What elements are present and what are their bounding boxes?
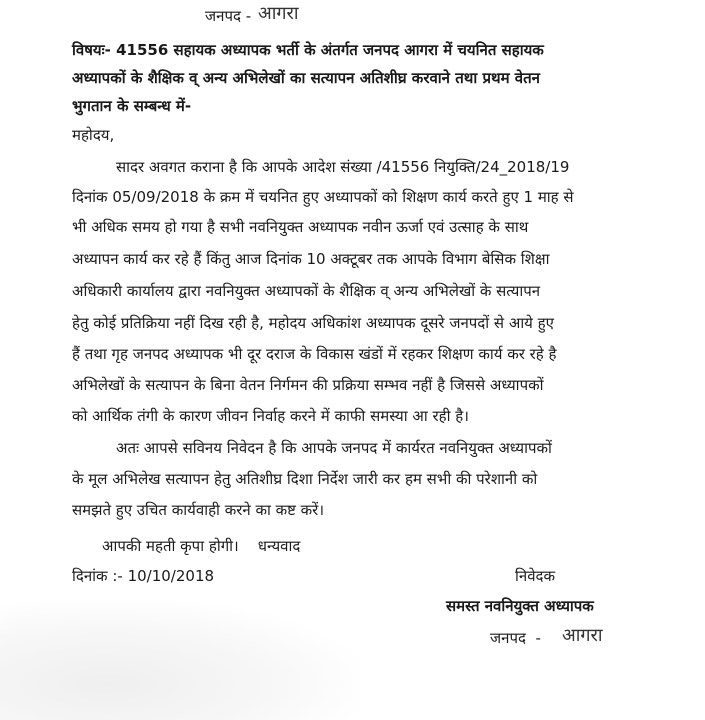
signature-district-name: आगरा <box>562 625 603 646</box>
subject-line: अध्यापकों के शैक्षिक व् अन्य अभिलेखों का सत्यापन अतिशीघ्र करवाने तथा प्रथम वेतन <box>72 69 540 87</box>
photo-shadow <box>0 600 360 720</box>
paragraph-line: सादर अवगत कराना है कि आपके आदेश संख्या /41556 नियुक्ति/24_2018/19 <box>116 158 570 176</box>
paragraph-line: को आर्थिक तंगी के कारण जीवन निर्वाह करने में काफी समस्या आ रही है। <box>72 407 469 425</box>
paragraph-line: अतः आपसे सविनय निवेदन है कि आपके जनपद में कार्यरत नवनियुक्त अध्यापकों <box>116 439 552 457</box>
paragraph-line: समझते हुए उचित कार्यवाही करने का कष्ट करें। <box>72 501 325 519</box>
date-line: दिनांक :- 10/10/2018 <box>72 567 215 585</box>
subject-line: विषयः- 41556 सहायक अध्यापक भर्ती के अंतर्गत जनपद आगरा में चयनित सहायक <box>72 41 544 59</box>
salutation: महोदय, <box>72 126 115 144</box>
closing-line: आपकी महती कृपा होगी। धन्यवाद <box>102 537 301 555</box>
paragraph-line: के मूल अभिलेख सत्यापन हेतु अतिशीघ्र दिशा निर्देश जारी कर हम सभी की परेशानी को <box>72 470 538 488</box>
header-district-name: आगरा <box>258 3 299 24</box>
signature-name: समस्त नवनियुक्त अध्यापक <box>446 597 594 615</box>
signature-district-label: जनपद - <box>490 629 541 647</box>
paragraph-line: अध्यापन कार्य कर रहे हैं किंतु आज दिनांक 10 अक्टूबर तक आपके विभाग बेसिक शिक्षा <box>72 250 550 268</box>
paragraph-line: हैं तथा गृह जनपद अध्यापक भी दूर दराज के विकास खंडों में रहकर शिक्षण कार्य कर रहे है <box>72 345 557 363</box>
paragraph-line: हेतु कोई प्रतिक्रिया नहीं दिख रही है, महोदय अधिकांश अध्यापक दूसरे जनपदों से आये हुए <box>72 314 554 332</box>
paragraph-line: दिनांक 05/09/2018 के क्रम में चयनित हुए अध्यापकों को शिक्षण कार्य करते हुए 1 माह से <box>72 188 574 206</box>
header-district-label: जनपद - <box>205 7 252 25</box>
paragraph-line: अधिकारी कार्यालय द्वारा नवनियुक्त अध्यापकों के शैक्षिक व् अन्य अभिलेखों के सत्यापन <box>72 282 541 300</box>
subject-line: भुगतान के सम्बन्ध में- <box>72 97 192 115</box>
signature-label: निवेदक <box>515 567 556 585</box>
paragraph-line: अभिलेखों के सत्यापन के बिना वेतन निर्गमन की प्रक्रिया सम्भव नहीं है जिससे अध्यापकों <box>72 376 544 394</box>
paragraph-line: भी अधिक समय हो गया है सभी नवनियुक्त अध्यापक नवीन ऊर्जा एवं उत्साह के साथ <box>72 218 529 236</box>
